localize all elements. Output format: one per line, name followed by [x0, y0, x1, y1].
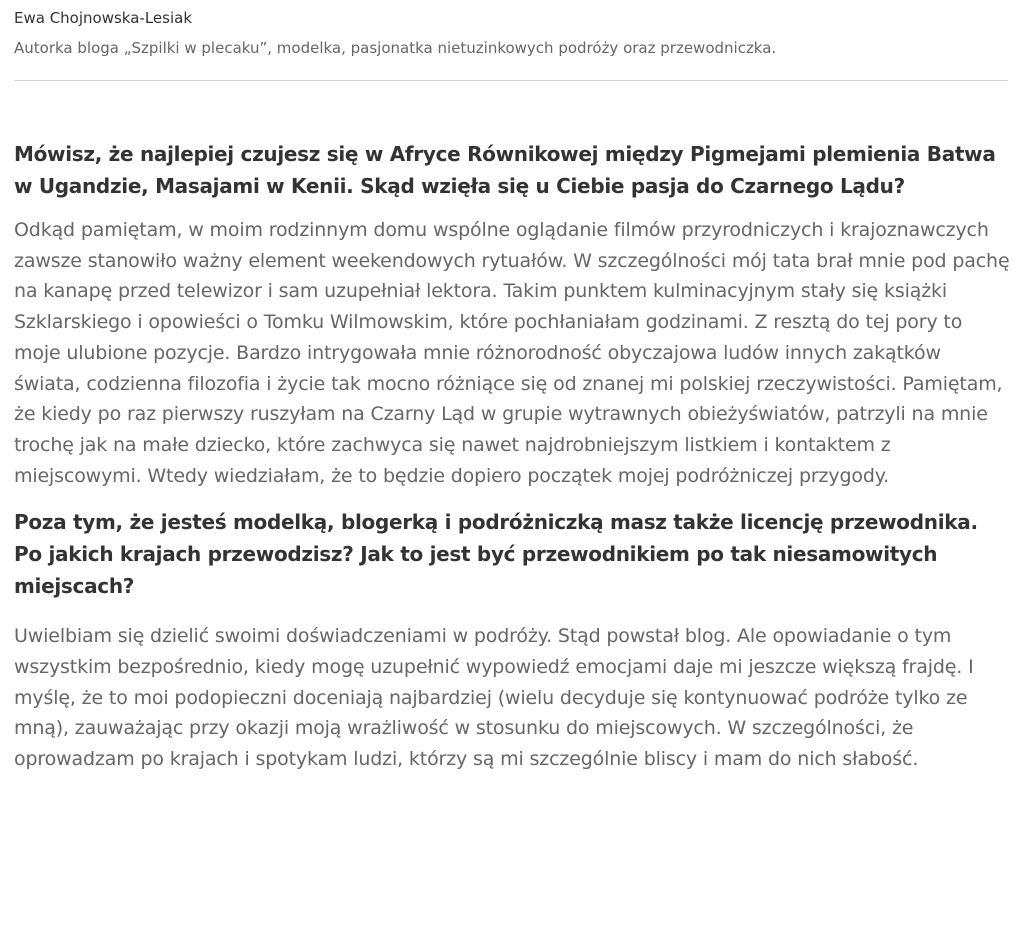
author-box — [14, 0, 1008, 81]
interview-answer: Uwielbiam się dzielić swoimi doświadczeniami w podróży. Stąd powstał blog. Ale opowiadanie o tym wszystkim bezpośrednio, kiedy mogę uzupełnić wypowiedź emocjami daje mi jeszcze większą frajdę. I myślę, że to moi podopieczni doceniają najbardziej (wielu decyduje się kontynuować podróże tylko ze mną), zauważając przy okazji moją wrażliwość w stosunku do miejscowych. W szczególności, że oprowadzam po krajach i spotykam ludzi, którzy są mi szczególnie bliscy i mam do nich słabość. — [14, 625, 974, 771]
interview-question: Mówisz, że najlepiej czujesz się w Afryce Równikowej między Pigmejami plemienia Batwa w Ugandzie, Masajami w Kenii. Skąd wzięła się u Ciebie pasja do Czarnego Lądu? — [14, 142, 996, 198]
author-name: Ewa Chojnowska-Lesiak — [14, 9, 193, 27]
interview-content — [14, 138, 1010, 775]
interview-question: Poza tym, że jesteś modelką, blogerką i podróżniczką masz także licencję przewodnika. Po jakich krajach przewodzisz? Jak to jest być przewodnikiem po tak niesamowitych miejscach? — [14, 510, 978, 599]
author-bio: Autorka bloga „Szpilki w plecaku”, modelka, pasjonatka nietuzinkowych podróży oraz przewodniczka. — [14, 39, 777, 57]
interview-answer: Odkąd pamiętam, w moim rodzinnym domu wspólne oglądanie filmów przyrodniczych i krajoznawczych zawsze stanowiło ważny element weekendowych rytuałów. W szczególności mój tata brał mnie pod pachę na kanapę przed telewizor i sam uzupełniał lektora. Takim punktem kulminacyjnym stały się książki Szklarskiego i opowieści o Tomku Wilmowskim, które pochłaniałam godzinami. Z resztą do tej pory to moje ulubione pozycje. Bardzo intrygowała mnie różnorodność obyczajowa ludów innych zakątków świata, codzienna filozofia i życie tak mocno różniące się od znanej mi polskiej rzeczywistości. Pamiętam, że kiedy po raz pierwszy ruszyłam na Czarny Ląd w grupie wytrawnych obieżyświatów, patrzyli na mnie trochę jak na małe dziecko, które zachwyca się nawet najdrobniejszym listkiem i kontaktem z miejscowymi. Wtedy wiedziałam, że to będzie dopiero początek mojej podróżniczej przygody. — [14, 219, 1010, 487]
